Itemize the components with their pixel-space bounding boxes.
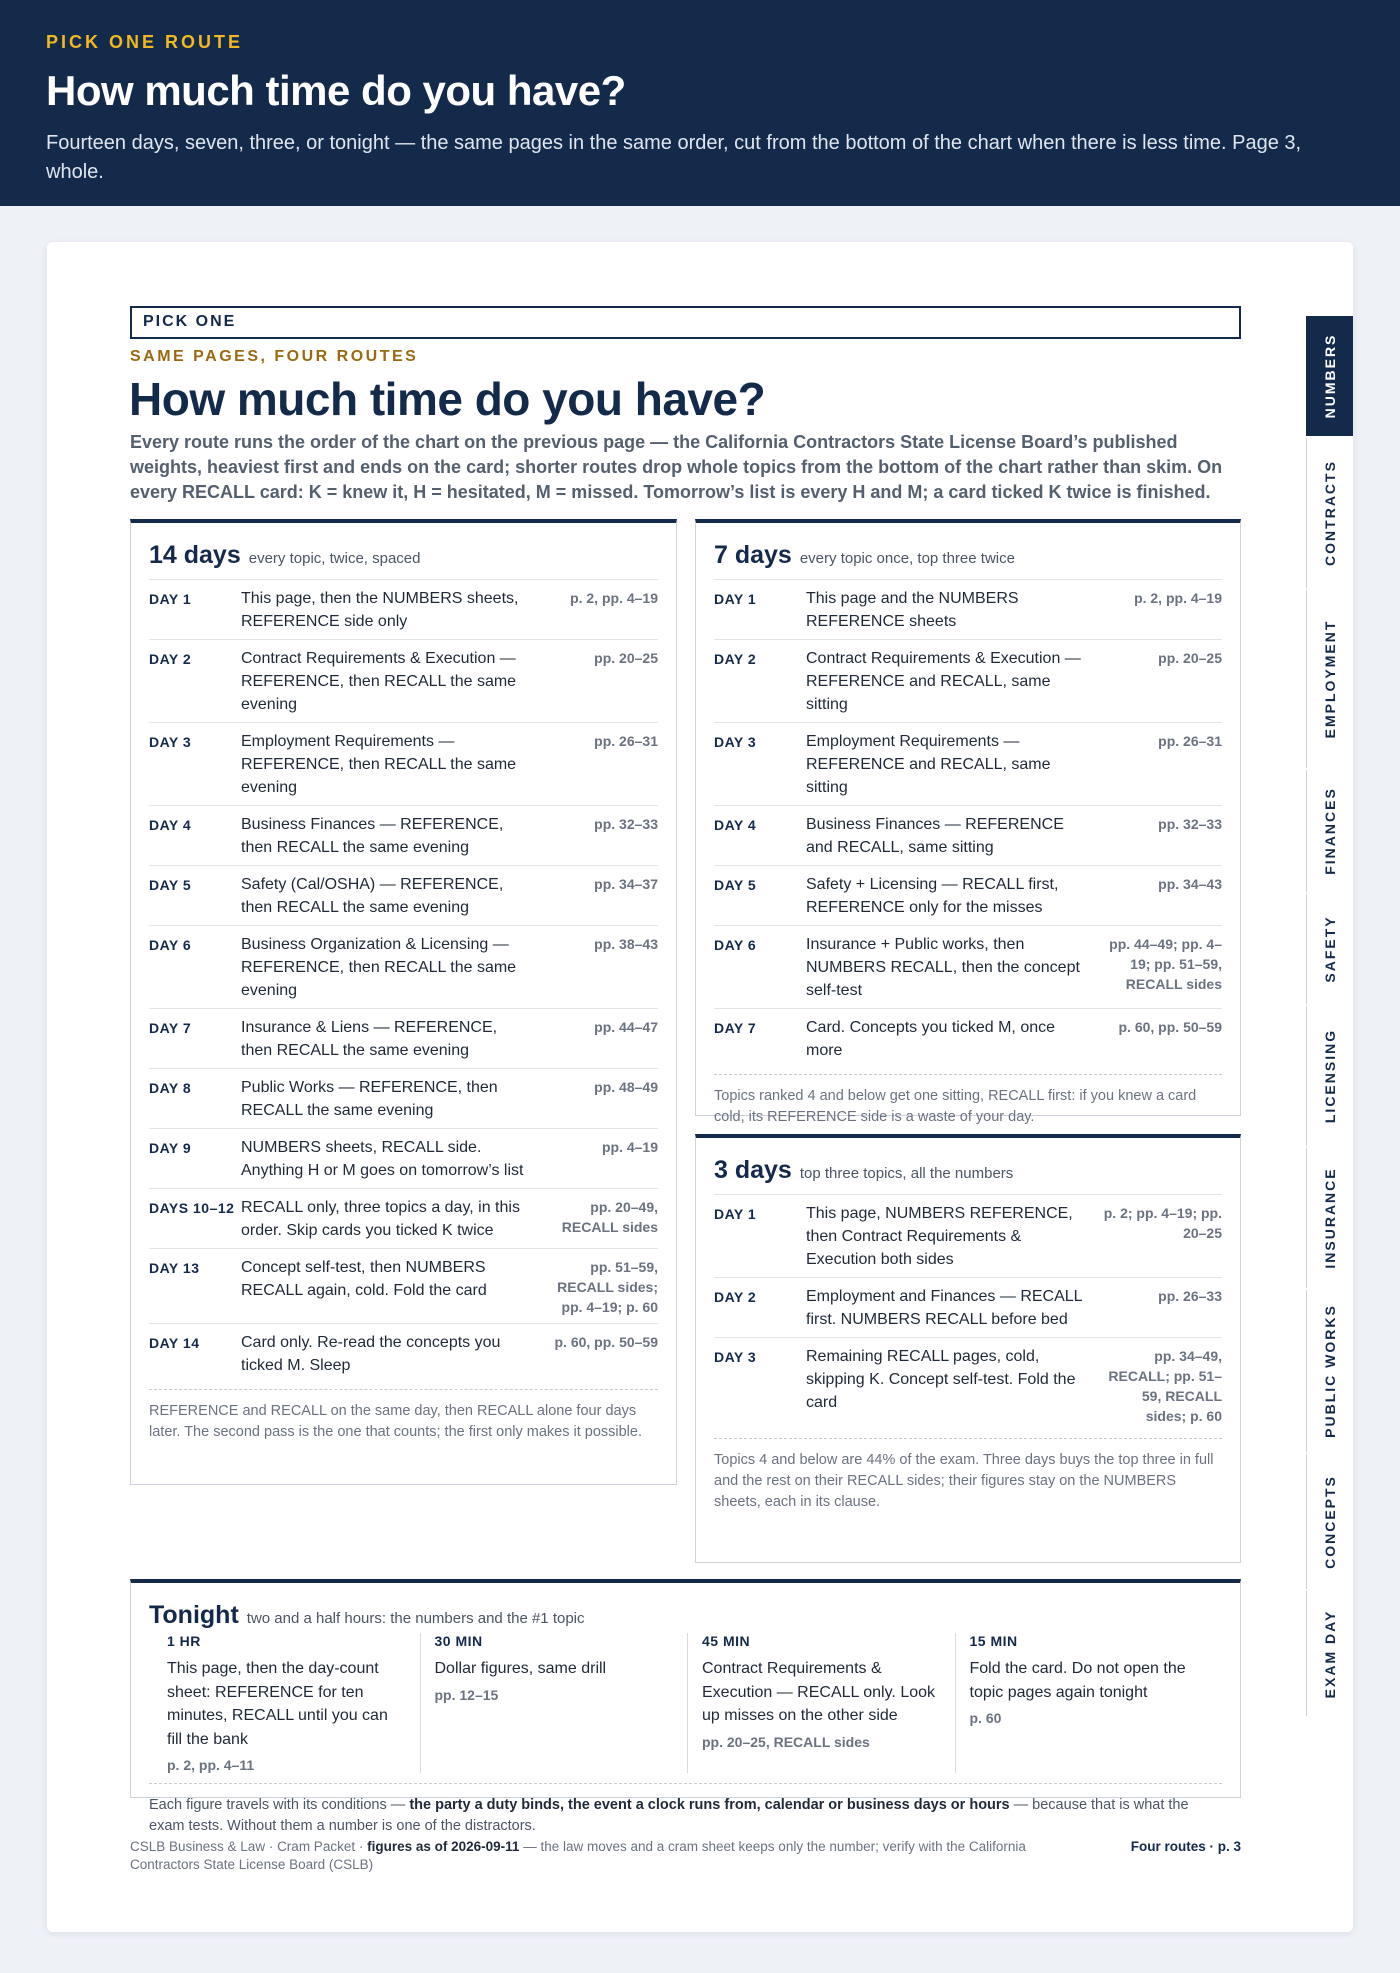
schedule-row (714, 865, 1222, 925)
tab-label: PUBLIC WORKS (1322, 1304, 1338, 1438)
day-label: DAYS 10–12 (149, 1200, 235, 1216)
plan-subtitle: every topic, twice, spaced (248, 550, 421, 567)
tonight-note-pre: Each figure travels with its conditions — (149, 1797, 410, 1813)
plan-subtitle: two and a half hours: the numbers and the #1 topic (246, 1610, 585, 1627)
tonight-block (149, 1633, 420, 1773)
day-task: Contract Requirements & Execution — REFERENCE, then RECALL the same evening (241, 650, 517, 713)
tab-licensing[interactable] (1306, 1006, 1353, 1146)
tab-label: EXAM DAY (1322, 1609, 1338, 1698)
tab-label: LICENSING (1322, 1028, 1338, 1124)
schedule-row (149, 1323, 658, 1383)
day-task: Employment Requirements — REFERENCE, then RECALL the same evening (241, 733, 517, 796)
schedule-row (714, 1008, 1222, 1068)
day-pages: pp. 26–31 (594, 733, 658, 749)
plan-header (131, 523, 676, 579)
day-pages: p. 2, pp. 4–19 (570, 590, 658, 606)
banner-title: How much time do you have? (46, 67, 626, 114)
plan-rows (696, 579, 1240, 1068)
schedule-row (149, 639, 658, 722)
day-task: Remaining RECALL pages, cold, skipping K. Concept self-test. Fold the card (806, 1348, 1076, 1411)
day-task: Insurance + Public works, then NUMBERS RECALL, then the concept self-test (806, 936, 1080, 999)
day-pages: pp. 34–43 (1158, 876, 1222, 892)
day-label: DAY 5 (714, 877, 757, 893)
day-pages: p. 60, pp. 50–59 (554, 1334, 658, 1350)
plan-title: 3 days (714, 1156, 792, 1184)
plan-14-days (130, 519, 677, 1485)
tonight-columns (131, 1633, 1240, 1773)
day-label: DAY 2 (149, 651, 192, 667)
day-task: RECALL only, three topics a day, in this order. Skip cards you ticked K twice (241, 1199, 520, 1239)
day-pages: pp. 20–25 (594, 650, 658, 666)
tab-safety[interactable] (1306, 894, 1353, 1004)
day-task: Business Organization & Licensing — REFERENCE, then RECALL the same evening (241, 936, 517, 999)
block-task: Dollar figures, same drill (434, 1660, 607, 1677)
tab-finances[interactable] (1306, 770, 1353, 892)
block-time: 30 MIN (434, 1633, 483, 1649)
tab-insurance[interactable] (1306, 1148, 1353, 1288)
schedule-row (149, 1248, 658, 1323)
block-time: 1 HR (167, 1633, 201, 1649)
day-label: DAY 2 (714, 1289, 757, 1305)
block-pages: pp. 20–25, RECALL sides (702, 1733, 870, 1750)
day-label: DAY 3 (714, 734, 757, 750)
day-pages: p. 2, pp. 4–19 (1134, 590, 1222, 606)
block-task: Contract Requirements & Execution — RECALL only. Look up misses on the other side (702, 1660, 936, 1724)
plan-title: 7 days (714, 541, 792, 569)
footer-date: figures as of 2026-09-11 (367, 1839, 520, 1854)
day-pages: pp. 20–49, RECALL sides (561, 1199, 658, 1235)
day-pages: pp. 20–25 (1158, 650, 1222, 666)
schedule-row (149, 722, 658, 805)
day-label: DAY 1 (714, 1206, 757, 1222)
day-task: Public Works — REFERENCE, then RECALL the same evening (241, 1079, 498, 1119)
day-task: Card only. Re-read the concepts you ticked M. Sleep (241, 1334, 501, 1374)
tonight-note-bold: the party a duty binds, the event a clock runs from, calendar or business days or hours (409, 1797, 1010, 1813)
tab-numbers[interactable] (1306, 316, 1353, 436)
schedule-row (714, 1194, 1222, 1277)
tonight-block (955, 1633, 1223, 1773)
top-banner (0, 0, 1400, 206)
tab-label: CONTRACTS (1322, 460, 1338, 566)
day-pages: pp. 26–33 (1158, 1288, 1222, 1304)
day-pages: pp. 34–49, RECALL; pp. 51–59, RECALL sides; p. 60 (1108, 1348, 1222, 1424)
block-task: Fold the card. Do not open the topic pages again tonight (969, 1660, 1186, 1701)
day-label: DAY 7 (714, 1020, 757, 1036)
schedule-row (149, 1008, 658, 1068)
day-label: DAY 13 (149, 1260, 200, 1276)
plan-tonight (130, 1579, 1241, 1834)
day-task: Business Finances — REFERENCE and RECALL, same sitting (806, 816, 1064, 856)
day-task: This page, then the NUMBERS sheets, REFERENCE side only (241, 590, 519, 630)
day-task: Employment Requirements — REFERENCE and RECALL, same sitting (806, 733, 1051, 796)
tonight-block (687, 1633, 955, 1773)
day-task: Business Finances — REFERENCE, then RECALL the same evening (241, 816, 504, 856)
day-task: This page, NUMBERS REFERENCE, then Contract Requirements & Execution both sides (806, 1205, 1073, 1268)
section-eyebrow: SAME PAGES, FOUR ROUTES (130, 348, 419, 365)
schedule-row (149, 805, 658, 865)
footer-credit (130, 1838, 1050, 1874)
day-label: DAY 7 (149, 1020, 192, 1036)
day-pages: pp. 44–49; pp. 4–19; pp. 51–59, RECALL sides (1109, 936, 1222, 992)
plan-rows (696, 1194, 1240, 1432)
page-lead: Every route runs the order of the chart on the previous page — the California Contractors State License Board’s published weights, heaviest first and ends on the card; shorter routes drop whole topics from the bottom of the chart rather than skim. On every RECALL card: K = knew it, H = hesitated, M = missed. Tomorrow’s list is every H and M; a card ticked K twice is finished. (130, 432, 1223, 502)
tab-label: INSURANCE (1322, 1167, 1338, 1269)
day-pages: pp. 38–43 (594, 936, 658, 952)
tonight-note (149, 1783, 1222, 1837)
day-label: DAY 3 (714, 1349, 757, 1365)
day-task: Safety + Licensing — RECALL first, REFERENCE only for the misses (806, 876, 1059, 916)
schedule-row (714, 1337, 1222, 1432)
block-task: This page, then the day-count sheet: REFERENCE for ten minutes, RECALL until you can fill the bank (167, 1660, 388, 1748)
day-task: Employment and Finances — RECALL first. NUMBERS RECALL before bed (806, 1288, 1082, 1328)
page-sheet (47, 242, 1353, 1932)
tab-employment[interactable] (1306, 590, 1353, 768)
plan-header (131, 1583, 1240, 1633)
schedule-row (149, 925, 658, 1008)
footer-post: — the law moves and a cram sheet keeps only the number; verify with the California Contractors State License Board (CSLB) (130, 1839, 1026, 1872)
day-pages: pp. 32–33 (594, 816, 658, 832)
schedule-row (714, 579, 1222, 639)
block-time: 45 MIN (702, 1633, 751, 1649)
footer-page-number: Four routes · p. 3 (1130, 1839, 1241, 1854)
day-pages: pp. 44–47 (594, 1019, 658, 1035)
plan-title: 14 days (149, 541, 241, 569)
plan-3-days (695, 1134, 1241, 1563)
day-label: DAY 8 (149, 1080, 192, 1096)
day-pages: pp. 34–37 (594, 876, 658, 892)
day-task: Contract Requirements & Execution — REFERENCE and RECALL, same sitting (806, 650, 1081, 713)
block-pages: p. 2, pp. 4–11 (167, 1757, 255, 1773)
schedule-row (149, 1128, 658, 1188)
plan-title: Tonight (149, 1601, 239, 1629)
pick-one-label: PICK ONE (130, 306, 1241, 339)
schedule-row (149, 579, 658, 639)
day-label: DAY 6 (149, 937, 192, 953)
day-pages: pp. 51–59, RECALL sides; pp. 4–19; p. 60 (557, 1259, 658, 1315)
tab-label: NUMBERS (1321, 333, 1338, 419)
block-time: 15 MIN (969, 1633, 1018, 1649)
schedule-row (714, 639, 1222, 722)
plan-subtitle: top three topics, all the numbers (799, 1165, 1014, 1182)
day-label: DAY 1 (714, 591, 757, 607)
day-pages: p. 60, pp. 50–59 (1118, 1019, 1222, 1035)
day-pages: pp. 32–33 (1158, 816, 1222, 832)
plan-rows (131, 579, 676, 1383)
day-pages: pp. 26–31 (1158, 733, 1222, 749)
day-task: Concept self-test, then NUMBERS RECALL again, cold. Fold the card (241, 1259, 487, 1299)
day-pages: p. 2; pp. 4–19; pp. 20–25 (1103, 1205, 1222, 1241)
block-pages: p. 60 (969, 1710, 1002, 1726)
tab-label: EMPLOYMENT (1322, 619, 1338, 739)
tab-contracts[interactable] (1306, 438, 1353, 588)
plan-header (696, 1138, 1240, 1194)
schedule-row (149, 1068, 658, 1128)
schedule-row (149, 865, 658, 925)
day-label: DAY 9 (149, 1140, 192, 1156)
schedule-row (714, 805, 1222, 865)
tab-label: CONCEPTS (1322, 1474, 1338, 1569)
day-task: Card. Concepts you ticked M, once more (806, 1019, 1056, 1059)
day-label: DAY 5 (149, 877, 192, 893)
banner-text: Fourteen days, seven, three, or tonight — the same pages in the same order, cut from the bottom of the chart when there is less time. Page 3, whole. (46, 132, 1302, 183)
plan-note: Topics 4 and below are 44% of the exam. Three days buys the top three in full and the rest on their RECALL sides; their figures stay on the NUMBERS sheets, each in its clause. (714, 1438, 1222, 1513)
day-label: DAY 2 (714, 651, 757, 667)
tab-exam-day[interactable] (1306, 1591, 1353, 1716)
tab-label: SAFETY (1322, 915, 1338, 983)
tab-public-works[interactable] (1306, 1290, 1353, 1452)
plan-note: REFERENCE and RECALL on the same day, then RECALL alone four days later. The second pass is the one that counts; the first only makes it possible. (149, 1389, 658, 1443)
plan-header (696, 523, 1240, 579)
schedule-row (714, 1277, 1222, 1337)
day-label: DAY 4 (149, 817, 192, 833)
page-title: How much time do you have? (129, 373, 766, 425)
day-task: Safety (Cal/OSHA) — REFERENCE, then RECALL the same evening (241, 876, 504, 916)
day-task: Insurance & Liens — REFERENCE, then RECALL the same evening (241, 1019, 498, 1059)
schedule-row (149, 1188, 658, 1248)
plan-7-days (695, 519, 1241, 1125)
tonight-block (420, 1633, 688, 1773)
day-task: This page and the NUMBERS REFERENCE sheets (806, 590, 1019, 630)
tab-label: FINANCES (1322, 787, 1338, 875)
tonight-note-post: — because that is what the exam tests. Without them a number is one of the distractors. (149, 1797, 1189, 1834)
day-label: DAY 6 (714, 937, 757, 953)
plan-note: Topics ranked 4 and below get one sitting, RECALL first: if you knew a card cold, its REFERENCE side is a waste of your day. (714, 1074, 1222, 1128)
block-pages: pp. 12–15 (434, 1686, 499, 1703)
day-label: DAY 4 (714, 817, 757, 833)
day-label: DAY 3 (149, 734, 192, 750)
day-label: DAY 14 (149, 1335, 200, 1351)
tab-concepts[interactable] (1306, 1454, 1353, 1589)
banner-kicker: PICK ONE ROUTE (46, 32, 244, 52)
day-task: NUMBERS sheets, RECALL side. Anything H or M goes on tomorrow’s list (241, 1139, 524, 1179)
day-label: DAY 1 (149, 591, 192, 607)
footer-pre: CSLB Business & Law · Cram Packet · (130, 1839, 368, 1854)
page-footer (130, 1838, 1241, 1874)
schedule-row (714, 925, 1222, 1008)
day-pages: pp. 48–49 (594, 1079, 658, 1095)
schedule-row (714, 722, 1222, 805)
plan-subtitle: every topic once, top three twice (799, 550, 1015, 567)
day-pages: pp. 4–19 (601, 1139, 658, 1155)
